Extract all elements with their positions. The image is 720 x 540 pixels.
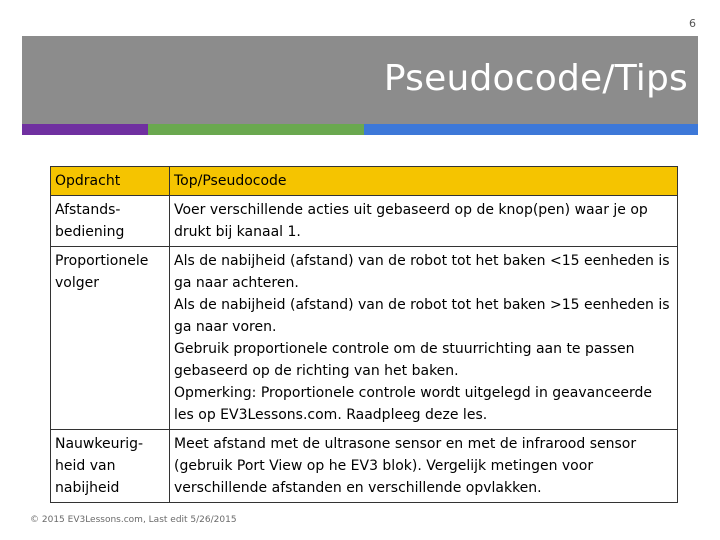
pseudocode-cell bbox=[170, 196, 678, 247]
table-row bbox=[51, 247, 678, 430]
page-number: 6 bbox=[689, 17, 696, 30]
pseudocode-line: Als de nabijheid (afstand) van de robot tot het baken >15 eenheden is ga naar voren. bbox=[174, 297, 670, 335]
pseudocode-cell bbox=[170, 430, 678, 503]
pseudocode-line: Gebruik proportionele controle om de stuurrichting aan te passen gebaseerd op de richting van het baken. bbox=[174, 341, 635, 379]
pseudocode-line: Opmerking: Proportionele controle wordt uitgelegd in geavanceerde les op EV3Lessons.com. Raadpleeg deze les. bbox=[174, 385, 653, 423]
content-table bbox=[50, 166, 678, 503]
pseudocode-cell bbox=[170, 247, 678, 430]
header-pseudocode: Top/Pseudocode bbox=[170, 167, 678, 196]
accent-blue bbox=[364, 124, 698, 135]
task-cell bbox=[51, 247, 170, 430]
task-label: Proportionele volger bbox=[55, 253, 149, 291]
header-task: Opdracht bbox=[51, 167, 170, 196]
task-cell bbox=[51, 430, 170, 503]
table-header-row bbox=[51, 167, 678, 196]
task-cell bbox=[51, 196, 170, 247]
task-label: Afstands- bediening bbox=[55, 202, 125, 240]
footer-copyright: © 2015 EV3Lessons.com, Last edit 5/26/2015 bbox=[30, 515, 237, 525]
table-row bbox=[51, 196, 678, 247]
accent-strip bbox=[22, 124, 698, 135]
pseudocode-line: Als de nabijheid (afstand) van de robot tot het baken <15 eenheden is ga naar achteren. bbox=[174, 253, 670, 291]
slide-title: Pseudocode/Tips bbox=[383, 58, 688, 99]
accent-purple bbox=[22, 124, 148, 135]
task-label: Nauwkeurig- heid van nabijheid bbox=[55, 436, 144, 496]
title-bar bbox=[22, 36, 698, 124]
accent-green bbox=[148, 124, 364, 135]
pseudocode-line: Meet afstand met de ultrasone sensor en met de infrarood sensor (gebruik Port View op he EV3 blok). Vergelijk metingen voor verschillende afstanden en verschillende opvlakken. bbox=[174, 436, 637, 496]
pseudocode-line: Voer verschillende acties uit gebaseerd op de knop(pen) waar je op drukt bij kanaal 1. bbox=[174, 202, 648, 240]
table-row bbox=[51, 430, 678, 503]
